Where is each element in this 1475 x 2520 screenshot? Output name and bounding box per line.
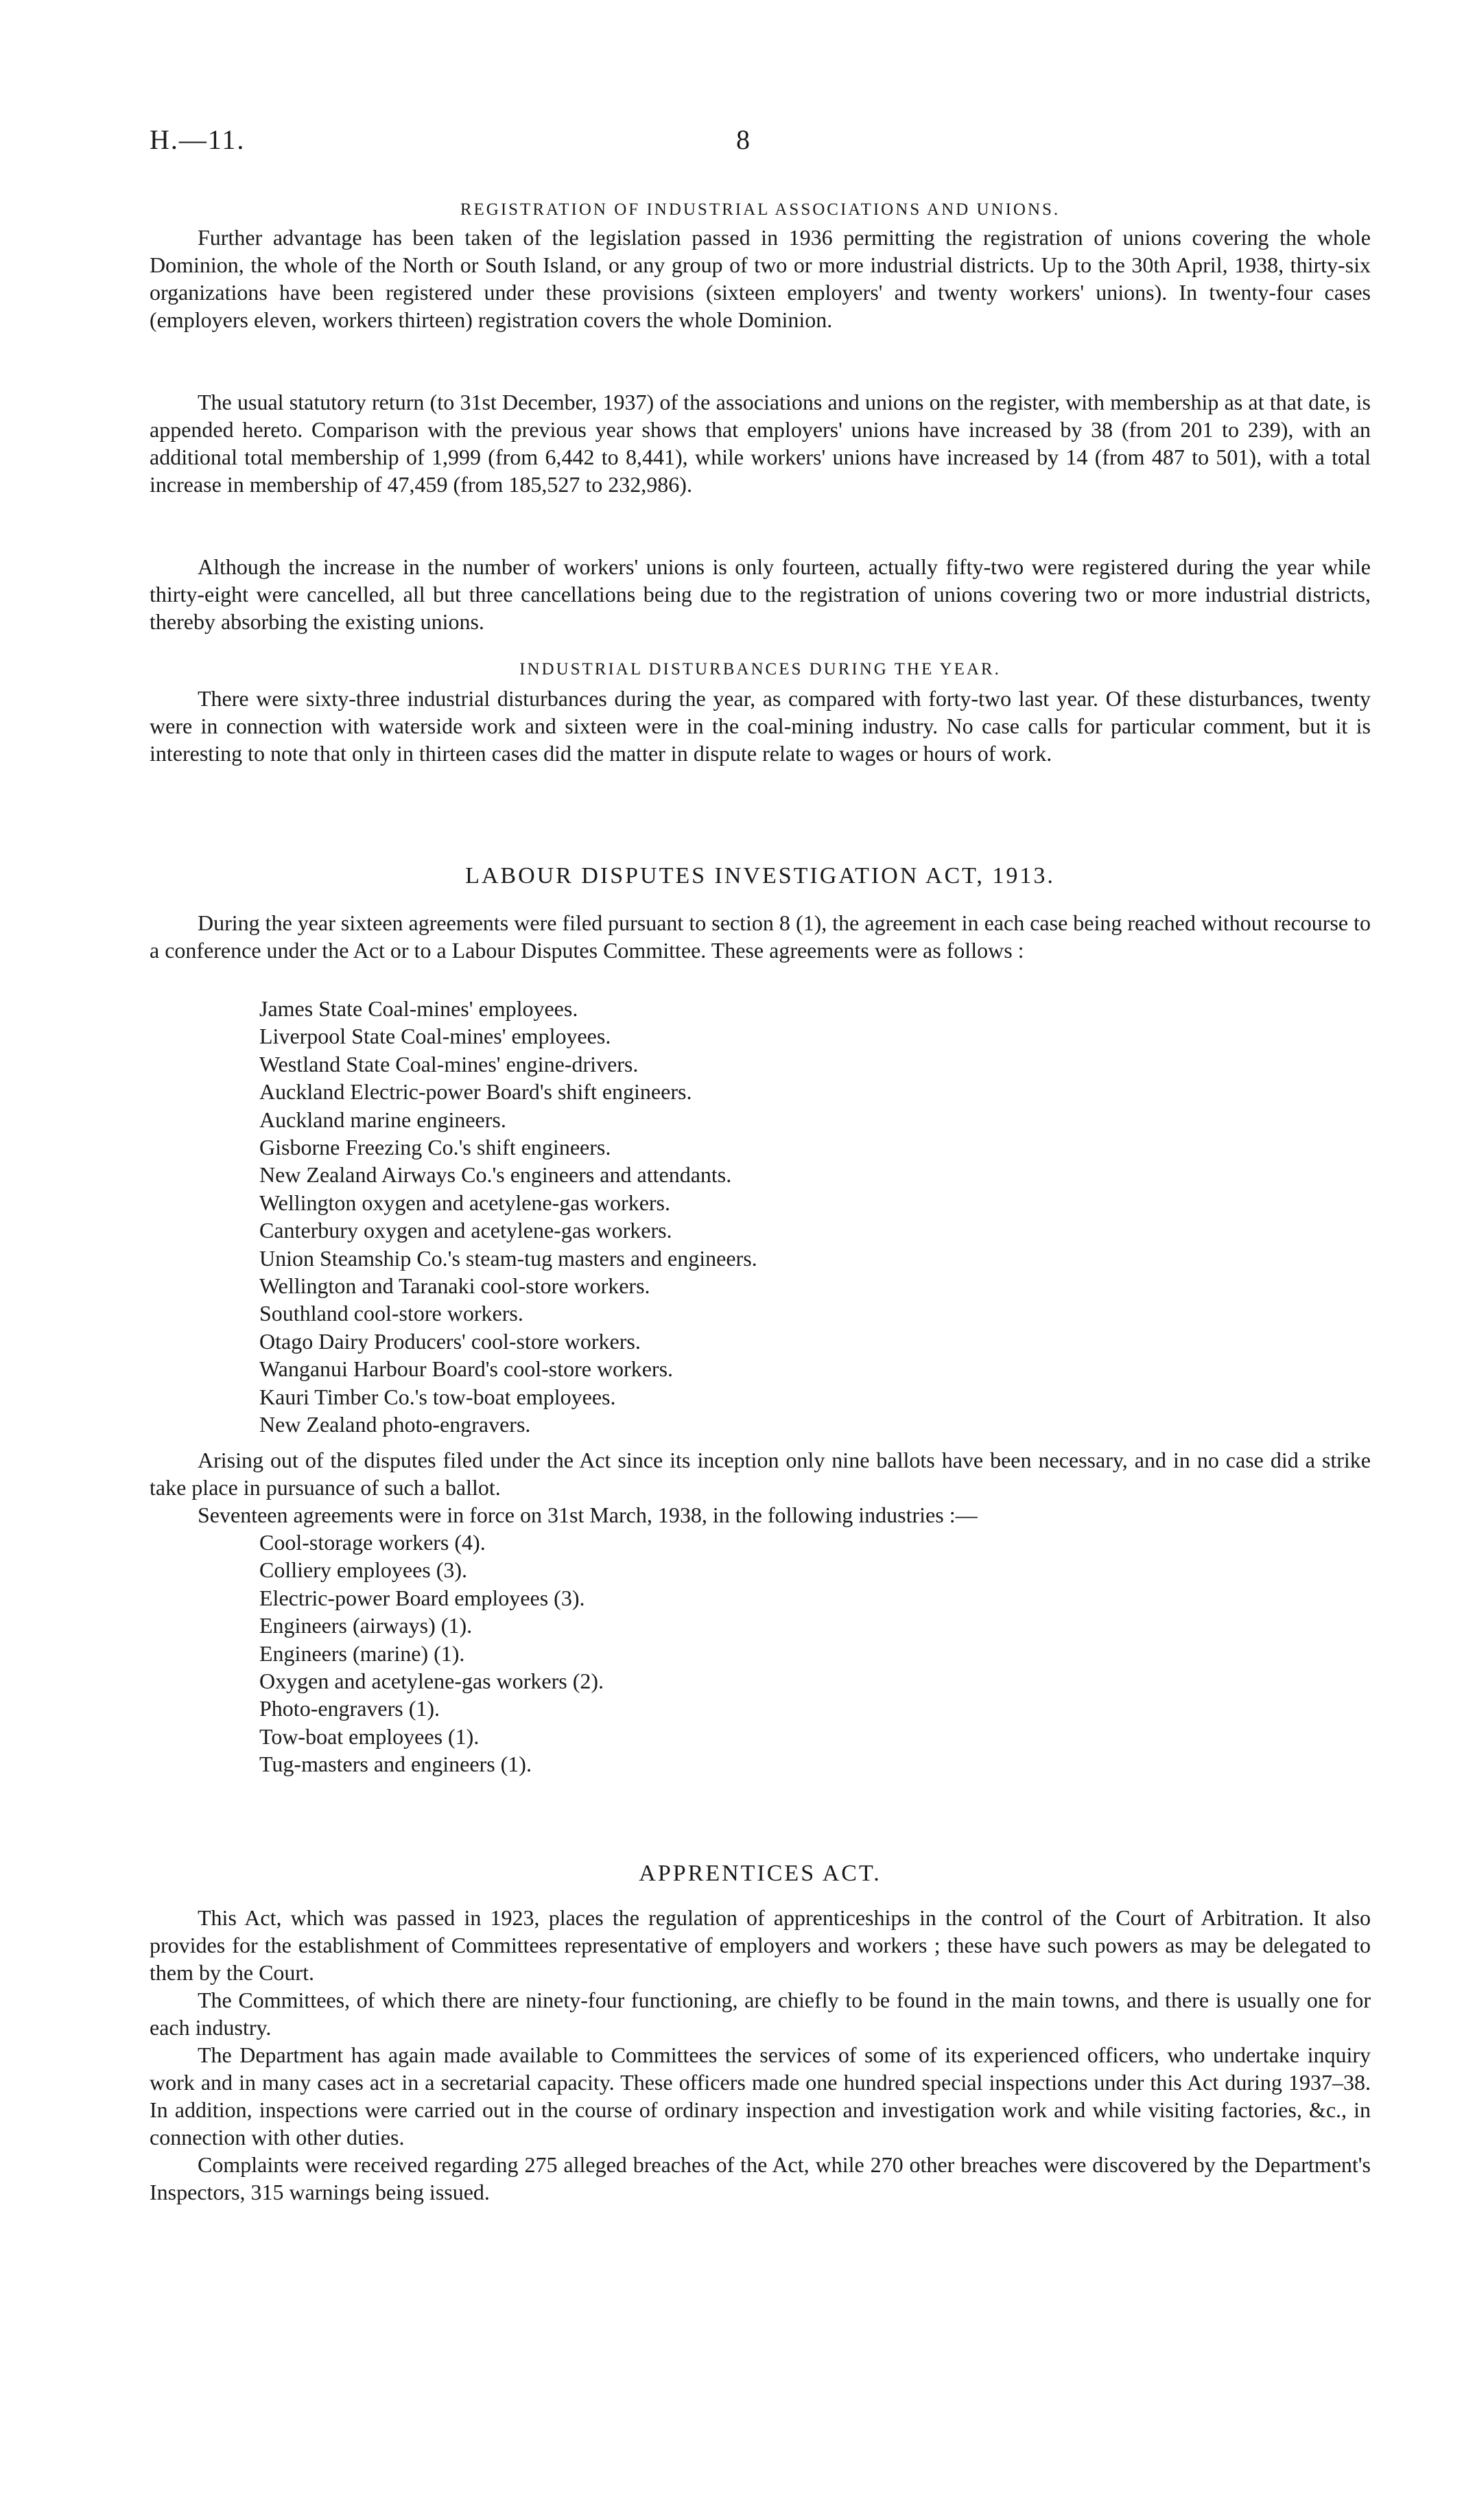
registration-paragraph-1: Further advantage has been taken of the legislation passed in 1936 permitting the registration of unions covering the whole Dominion, the whole of the North or South Island, or any group of two or more industrial districts. Up to the 30th April, 1938, thirty-six organizations have been registered under these provisions (sixteen employers' and twenty workers' unions). In twenty-four cases (employers eleven, workers thirteen) registration covers the whole Dominion. bbox=[150, 225, 1371, 332]
industries-list bbox=[259, 1529, 604, 1778]
industry-item: Oxygen and acetylene-gas workers (2). bbox=[259, 1669, 604, 1694]
agreement-item: James State Coal-mines' employees. bbox=[259, 996, 578, 1021]
disturbances-paragraph: There were sixty-three industrial disturbances during the year, as compared with forty-two last year. Of these disturbances, twenty were in connection with waterside work and sixteen were in the coal-mining industry. No case calls for particular comment, but it is interesting to note that only in thirteen cases did the matter in dispute relate to wages or hours of work. bbox=[150, 686, 1371, 766]
agreement-item: Wellington oxygen and acetylene-gas workers. bbox=[259, 1190, 670, 1215]
labour-disputes-heading: LABOUR DISPUTES INVESTIGATION ACT, 1913. bbox=[465, 863, 1055, 888]
labour-disputes-intro: During the year sixteen agreements were filed pursuant to section 8 (1), the agreement in each case being reached without recourse to a conference under the Act or to a Labour Disputes Committee. These agreements were as follows : bbox=[150, 910, 1371, 963]
disturbances-heading: INDUSTRIAL DISTURBANCES DURING THE YEAR. bbox=[519, 660, 1001, 679]
page-number: 8 bbox=[736, 124, 750, 155]
agreement-item: Liverpool State Coal-mines' employees. bbox=[259, 1024, 611, 1049]
industry-item: Electric-power Board employees (3). bbox=[259, 1585, 585, 1610]
industry-item: Cool-storage workers (4). bbox=[259, 1530, 486, 1555]
apprentices-paragraph-3: The Department has again made available to Committees the services of some of its experienced officers, who undertake inquiry work and in many cases act in a secretarial capacity. These officers made one hundred special inspections under this Act during 1937–38. In addition, inspections were carried out in the course of ordinary inspection and investigation work and while visiting factories, &c., in connection with other duties. bbox=[150, 2042, 1371, 2150]
apprentices-heading: APPRENTICES ACT. bbox=[639, 1861, 882, 1886]
agreement-item: Gisborne Freezing Co.'s shift engineers. bbox=[259, 1135, 611, 1160]
agreement-item: Auckland marine engineers. bbox=[259, 1107, 506, 1132]
industry-item: Photo-engravers (1). bbox=[259, 1696, 440, 1721]
industry-item: Tow-boat employees (1). bbox=[259, 1723, 480, 1749]
ballots-paragraph: Arising out of the disputes filed under the Act since its inception only nine ballots have been necessary, and in no case did a strike take place in pursuance of such a ballot. bbox=[150, 1448, 1371, 1500]
industry-item: Tug-masters and engineers (1). bbox=[259, 1752, 532, 1777]
registration-paragraph-2: The usual statutory return (to 31st December, 1937) of the associations and unions on the register, with membership as at that date, is appended hereto. Comparison with the previous year shows that employers' unions have increased by 38 (from 201 to 239), with an additional total membership of 1,999 (from 6,442 to 8,441), while workers' unions have increased by 14 (from 487 to 501), with a total increase in membership of 47,459 (from 185,527 to 232,986). bbox=[150, 390, 1371, 497]
page-header bbox=[150, 123, 1371, 165]
apprentices-paragraph-4: Complaints were received regarding 275 alleged breaches of the Act, while 270 other breaches were discovered by the Department's Inspectors, 315 warnings being issued. bbox=[150, 2152, 1371, 2204]
registration-heading: REGISTRATION OF INDUSTRIAL ASSOCIATIONS AND UNIONS. bbox=[460, 200, 1061, 219]
agreement-item: Canterbury oxygen and acetylene-gas workers. bbox=[259, 1218, 672, 1243]
agreement-item: Union Steamship Co.'s steam-tug masters and engineers. bbox=[259, 1245, 757, 1271]
agreement-item: Wanganui Harbour Board's cool-store workers. bbox=[259, 1356, 674, 1382]
agreement-item: Westland State Coal-mines' engine-drivers. bbox=[259, 1051, 639, 1076]
industry-item: Engineers (marine) (1). bbox=[259, 1640, 465, 1666]
agreement-item: Kauri Timber Co.'s tow-boat employees. bbox=[259, 1384, 616, 1409]
in-force-paragraph: Seventeen agreements were in force on 31st March, 1938, in the following industries :— bbox=[198, 1503, 978, 1527]
agreement-item: Southland cool-store workers. bbox=[259, 1301, 523, 1326]
page-code: H.—11. bbox=[150, 124, 246, 155]
agreement-item: Auckland Electric-power Board's shift engineers. bbox=[259, 1079, 692, 1105]
agreements-list bbox=[259, 995, 757, 1439]
registration-paragraph-3: Although the increase in the number of workers' unions is only fourteen, actually fifty-two were registered during the year while thirty-eight were cancelled, all but three cancellations being due to the registration of unions covering two or more industrial districts, thereby absorbing the existing unions. bbox=[150, 554, 1371, 634]
agreement-item: New Zealand Airways Co.'s engineers and attendants. bbox=[259, 1162, 732, 1188]
apprentices-paragraph-2: The Committees, of which there are ninety-four functioning, are chiefly to be found in the main towns, and there is usually one for each industry. bbox=[150, 1988, 1371, 2040]
agreement-item: New Zealand photo-engravers. bbox=[259, 1412, 531, 1437]
apprentices-paragraph-1: This Act, which was passed in 1923, places the regulation of apprenticeships in the control of the Court of Arbitration. It also provides for the establishment of Committees representative of employers and workers ; these have such powers as may be delegated to them by the Court. bbox=[150, 1905, 1371, 1985]
industry-item: Colliery employees (3). bbox=[259, 1557, 468, 1583]
agreement-item: Wellington and Taranaki cool-store workers. bbox=[259, 1273, 650, 1299]
agreement-item: Otago Dairy Producers' cool-store workers. bbox=[259, 1328, 641, 1354]
industry-item: Engineers (airways) (1). bbox=[259, 1613, 473, 1638]
